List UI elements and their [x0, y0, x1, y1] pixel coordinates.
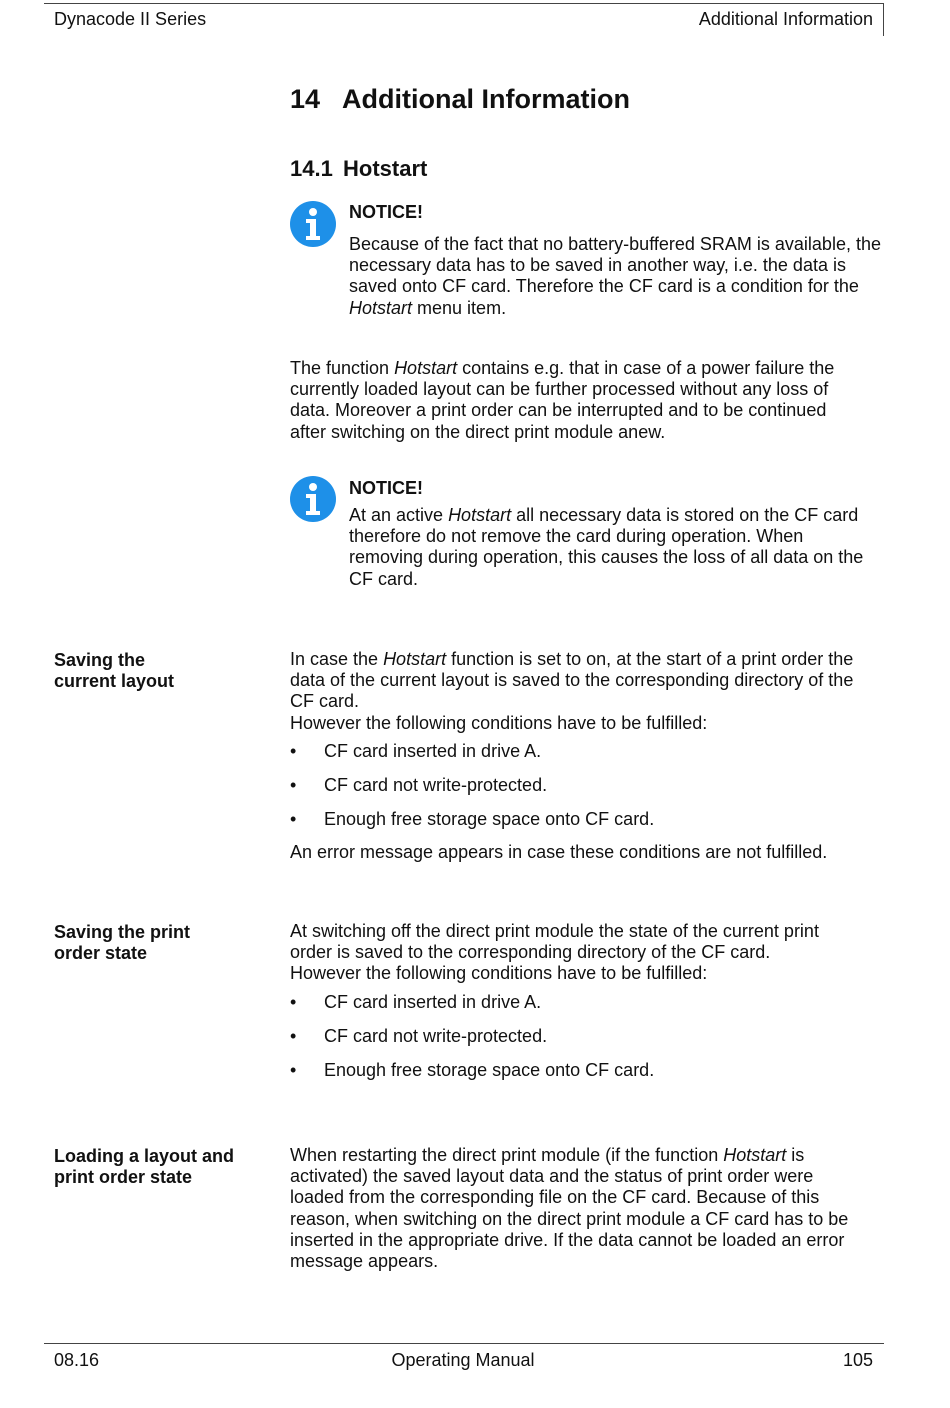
hotstart-term: Hotstart [394, 358, 458, 378]
hotstart-term: Hotstart [383, 649, 447, 669]
side-label-line: Saving the [54, 650, 146, 670]
list-item-text: CF card not write-protected. [324, 774, 548, 795]
header-series: Dynacode II Series [54, 9, 207, 29]
bullet: • [290, 991, 297, 1012]
side-label-line: Saving the print [54, 922, 191, 942]
list-item [290, 775, 880, 796]
hotstart-term: Hotstart [723, 1145, 787, 1165]
info-icon [290, 476, 336, 522]
conditions-list [290, 992, 880, 1081]
chapter-title-text: Additional Information [342, 84, 630, 114]
intro-text-part: contains e.g. that in case of a power failure the currently loaded layout can be further processed without any loss of data. Moreover a print order can be interrupted and to be continued after switching on the direct print module anew. [290, 358, 835, 442]
notice-text-part: Because of the fact that no battery-buffered SRAM is available, the necessary data has to be saved in another way, i.e. the data is saved onto CF card. Therefore the CF card is a condition for the [349, 234, 881, 297]
list-item-text: Enough free storage space onto CF card. [324, 808, 655, 829]
list-item-text: Enough free storage space onto CF card. [324, 1059, 655, 1080]
intro-text-part: The function [290, 358, 395, 378]
notice-title: NOTICE! [349, 478, 423, 498]
conditions-list [290, 741, 880, 830]
list-item-text: CF card inserted in drive A. [324, 740, 542, 761]
notice-text-part: At an active [349, 505, 449, 525]
list-item-text: CF card inserted in drive A. [324, 991, 542, 1012]
page-number: 105 [842, 1350, 873, 1370]
intro-paragraph [290, 358, 860, 443]
section-paragraph: At switching off the direct print module the state of the current print order is saved to the corresponding directory of the CF card. [290, 921, 819, 963]
side-label-line: Loading a layout and [54, 1146, 235, 1166]
notice-text [349, 505, 881, 590]
notice-text [349, 234, 881, 319]
bullet: • [290, 1059, 297, 1080]
conditions-intro: However the following conditions have to be fulfilled: [290, 963, 708, 984]
chapter-title [290, 84, 630, 115]
section-text-part: is activated) the saved layout data and the status of print order were loaded from the corresponding file on the CF card. Because of this reason, when switching on the direct print module a CF card has to be inserted in the appropriate drive. If the data cannot be loaded an error message appears. [290, 1145, 849, 1272]
section-loading [290, 1145, 870, 1272]
section-text-part: function is set to on, at the start of a print order the data of the current layout is saved to the corresponding directory of the CF card. [290, 649, 854, 712]
side-label-loading [54, 1146, 274, 1188]
list-item [290, 809, 880, 830]
section-text-part: When restarting the direct print module (if the function [290, 1145, 724, 1165]
list-item-text: CF card not write-protected. [324, 1025, 548, 1046]
side-label-line: print order state [54, 1167, 193, 1188]
list-item [290, 741, 880, 762]
info-icon [290, 201, 336, 247]
footer-title: Operating Manual [391, 1350, 535, 1370]
side-label-line: current layout [54, 671, 175, 692]
hotstart-term: Hotstart [349, 297, 413, 318]
section-paragraph [290, 649, 860, 713]
conditions-intro: However the following conditions have to be fulfilled: [290, 712, 708, 733]
header-section: Additional Information [698, 9, 873, 29]
section-title [290, 156, 427, 182]
bullet: • [290, 740, 297, 761]
bullet: • [290, 774, 297, 795]
notice-text-part: menu item. [412, 297, 507, 318]
section-saving-order [290, 921, 880, 1081]
hotstart-term: Hotstart [448, 505, 512, 525]
footer-rule [44, 1343, 884, 1344]
section-number: 14.1 [290, 156, 333, 181]
notice-title: NOTICE! [349, 202, 423, 222]
header-rule [44, 3, 884, 4]
list-item [290, 992, 880, 1013]
closing-text: An error message appears in case these conditions are not fulfilled. [290, 841, 828, 862]
side-label-line: order state [54, 943, 148, 964]
chapter-number: 14 [290, 84, 321, 114]
list-item [290, 1026, 880, 1047]
list-item [290, 1060, 880, 1081]
section-title-text: Hotstart [343, 156, 428, 181]
section-text-part: In case the [290, 649, 384, 669]
side-label-saving-layout [54, 650, 274, 692]
bullet: • [290, 808, 297, 829]
notice-text-part: all necessary data is stored on the CF card therefore do not remove the card during operation. When removing during operation, this causes the loss of all data on the CF card. [349, 505, 864, 589]
footer-date: 08.16 [54, 1350, 100, 1370]
section-saving-layout [290, 649, 880, 863]
side-label-saving-order [54, 922, 274, 964]
bullet: • [290, 1025, 297, 1046]
header-corner-rule [883, 3, 884, 36]
